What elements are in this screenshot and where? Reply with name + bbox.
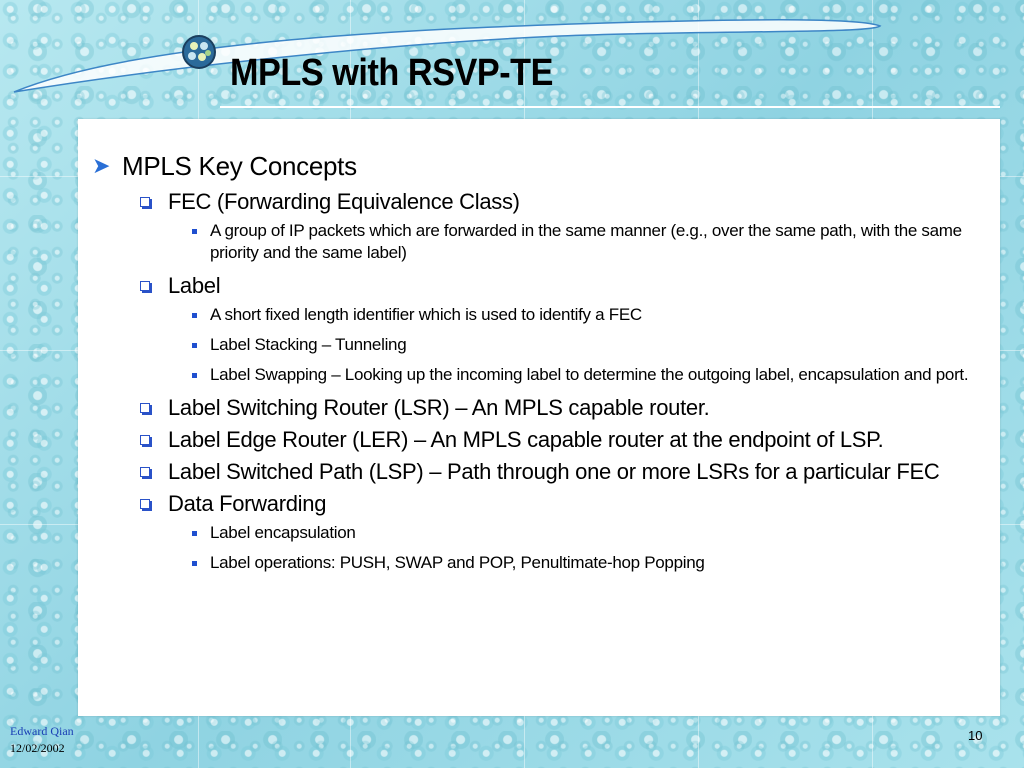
square-bullet-icon: [138, 490, 168, 518]
label-operations-text: Label operations: PUSH, SWAP and POP, Penultimate-hop Popping: [210, 553, 705, 572]
label-encapsulation-text: Label encapsulation: [210, 523, 356, 542]
title-divider: [220, 106, 1000, 108]
square-bullet-icon: [138, 426, 168, 454]
small-square-bullet-icon: [190, 220, 210, 242]
list-item: [190, 304, 977, 326]
outline-heading: [92, 150, 977, 182]
label-definition-text: A short fixed length identifier which is used to identify a FEC: [210, 305, 642, 324]
globe-orb-icon: [181, 34, 217, 70]
list-item: [138, 458, 977, 486]
small-square-bullet-icon: [190, 522, 210, 544]
list-item: [138, 426, 977, 454]
heading-text: MPLS Key Concepts: [122, 151, 357, 181]
small-square-bullet-icon: [190, 334, 210, 356]
label-swapping-text: Label Swapping – Looking up the incoming label to determine the outgoing label, encapsulation and port.: [210, 365, 969, 384]
small-square-bullet-icon: [190, 364, 210, 386]
list-item: [190, 522, 977, 544]
list-item: [190, 334, 977, 356]
slide-title: MPLS with RSVP-TE: [230, 52, 553, 94]
list-item: [138, 188, 977, 216]
list-item: [190, 364, 977, 386]
list-item: [190, 552, 977, 574]
list-item: [138, 490, 977, 518]
list-item: [138, 394, 977, 422]
lsr-text: Label Switching Router (LSR) – An MPLS capable router.: [168, 395, 710, 420]
footer-author: Edward Qian: [10, 724, 74, 738]
square-bullet-icon: [138, 272, 168, 300]
lsp-text: Label Switched Path (LSP) – Path through one or more LSRs for a particular FEC: [168, 459, 940, 484]
label-text: Label: [168, 273, 221, 298]
square-bullet-icon: [138, 394, 168, 422]
small-square-bullet-icon: [190, 304, 210, 326]
data-forwarding-text: Data Forwarding: [168, 491, 327, 516]
square-bullet-icon: [138, 188, 168, 216]
fec-definition-text: A group of IP packets which are forwarded in the same manner (e.g., over the same path, with the same priority and the same label): [210, 221, 962, 262]
footer-date: 12/02/2002: [10, 741, 65, 755]
label-stacking-text: Label Stacking – Tunneling: [210, 335, 407, 354]
arrow-bullet-icon: ➤: [92, 153, 111, 178]
small-square-bullet-icon: [190, 552, 210, 574]
square-bullet-icon: [138, 458, 168, 486]
ler-text: Label Edge Router (LER) – An MPLS capable router at the endpoint of LSP.: [168, 427, 884, 452]
page-number: 10: [968, 728, 983, 743]
list-item: [190, 220, 977, 264]
fec-text: FEC (Forwarding Equivalence Class): [168, 189, 520, 214]
list-item: [138, 272, 977, 300]
slide-outline: [92, 150, 977, 582]
